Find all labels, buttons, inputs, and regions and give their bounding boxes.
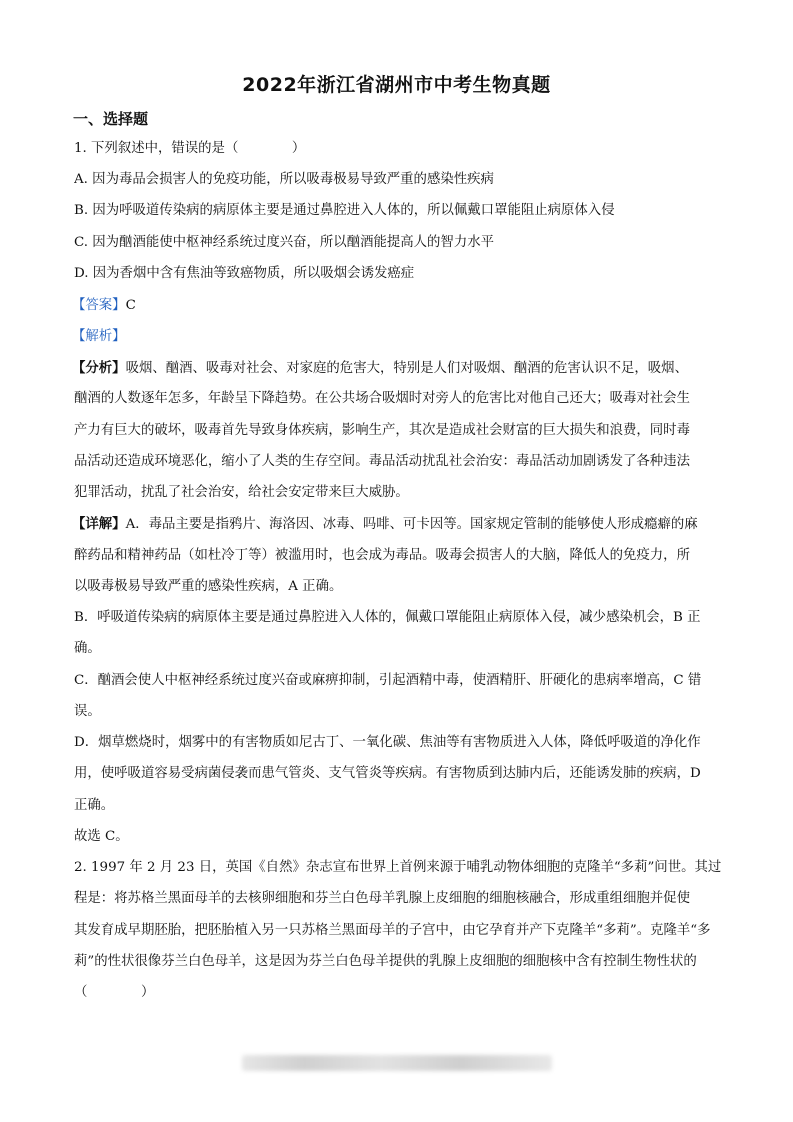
q2-line-4: 莉”的性状很像芬兰白色母羊，这是因为芬兰白色母羊提供的乳腺上皮细胞的细胞核中含有控制生物性状的 bbox=[74, 954, 697, 969]
answer-value: C bbox=[125, 298, 136, 313]
blurred-watermark bbox=[242, 1055, 552, 1071]
xiangjie-line-3: 以吸毒极易导致严重的感染性疾病，A 正确。 bbox=[74, 579, 343, 594]
xiangjie-text-1: A．毒品主要是指鸦片、海洛因、冰毒、吗啡、可卡因等。国家规定管制的能够使人形成瘾癖的麻 bbox=[125, 517, 698, 532]
answer-tag: 【答案】 bbox=[72, 298, 126, 313]
xiangjie-line-8: D．烟草燃烧时，烟雾中的有害物质如尼古丁、一氧化碳、焦油等有害物质进入人体，降低呼吸道的净化作 bbox=[74, 735, 701, 750]
q1-option-d: D. 因为香烟中含有焦油等致癌物质，所以吸烟会诱发癌症 bbox=[74, 266, 415, 281]
xiangjie-line-5: 确。 bbox=[74, 641, 101, 656]
xiangjie-line-4: B．呼吸道传染病的病原体主要是通过鼻腔进入人体的，佩戴口罩能阻止病原体入侵，减少感染机会，B 正 bbox=[74, 610, 701, 625]
xiangjie-line-1 bbox=[72, 514, 720, 535]
xiangjie-line-10: 正确。 bbox=[74, 798, 115, 813]
xiangjie-line-9: 用，使呼吸道容易受病菌侵袭而患气管炎、支气管炎等疾病。有害物质到达肺内后，还能诱发肺的疾病，D bbox=[74, 766, 701, 781]
section-heading: 一、选择题 bbox=[73, 110, 149, 128]
q2-line-5: （ ） bbox=[74, 985, 155, 1000]
q1-option-a: A. 因为毒品会损害人的免疫功能，所以吸毒极易导致严重的感染性疾病 bbox=[74, 172, 494, 187]
fenxi-line-2: 酗酒的人数逐年怎多，年龄呈下降趋势。在公共场合吸烟时对旁人的危害比对他自己还大；吸毒对社会生 bbox=[74, 391, 690, 406]
fenxi-line-3: 产力有巨大的破坏，吸毒首先导致身体疾病，影响生产，其次是造成社会财富的巨大损失和浪费，同时毒 bbox=[74, 423, 690, 438]
xiangjie-line-6: C．酗酒会使人中枢神经系统过度兴奋或麻痹抑制，引起酒精中毒，使酒精肝、肝硬化的患病率增高，C 错 bbox=[74, 673, 702, 688]
q2-line-1: 2. 1997 年 2 月 23 日，英国《自然》杂志宣布世界上首例来源于哺乳动物体细胞的克隆羊“多莉”问世。其过 bbox=[74, 860, 722, 875]
answer-line bbox=[72, 296, 720, 316]
fenxi-text-1: 吸烟、酗酒、吸毒对社会、对家庭的危害大，特别是人们对吸烟、酗酒的危害认识不足，吸烟、 bbox=[125, 361, 688, 376]
fenxi-tag: 【分析】 bbox=[72, 360, 126, 376]
xiangjie-tag: 【详解】 bbox=[72, 516, 126, 532]
xiangjie-line-2: 醉药品和精神药品（如杜冷丁等）被滥用时，也会成为毒品。吸毒会损害人的大脑，降低人的免疫力，所 bbox=[74, 548, 690, 563]
q2-line-2: 程是：将苏格兰黑面母羊的去核卵细胞和芬兰白色母羊乳腺上皮细胞的细胞核融合，形成重组细胞并促使 bbox=[74, 891, 690, 906]
page-title: 2022年浙江省湖州市中考生物真题 bbox=[242, 74, 551, 96]
analysis-tag: 【解析】 bbox=[72, 329, 126, 344]
xiangjie-line-11: 故选 C。 bbox=[74, 829, 129, 844]
fenxi-line-5: 犯罪活动，扰乱了社会治安，给社会安定带来巨大威胁。 bbox=[74, 485, 409, 500]
fenxi-line-1 bbox=[72, 358, 720, 379]
xiangjie-line-7: 误。 bbox=[74, 704, 101, 719]
q1-stem: 1. 下列叙述中，错误的是（ ） bbox=[74, 141, 306, 156]
q1-option-c: C. 因为酗酒能使中枢神经系统过度兴奋，所以酗酒能提高人的智力水平 bbox=[74, 235, 494, 250]
fenxi-line-4: 品活动还造成环境恶化，缩小了人类的生存空间。毒品活动扰乱社会治安：毒品活动加剧诱发了各种违法 bbox=[74, 454, 690, 469]
q1-option-b: B. 因为呼吸道传染病的病原体主要是通过鼻腔进入人体的，所以佩戴口罩能阻止病原体入侵 bbox=[74, 203, 615, 218]
q2-line-3: 其发育成早期胚胎，把胚胎植入另一只苏格兰黑面母羊的子宫中，由它孕育并产下克隆羊“多莉”。克隆羊“多 bbox=[74, 923, 711, 938]
